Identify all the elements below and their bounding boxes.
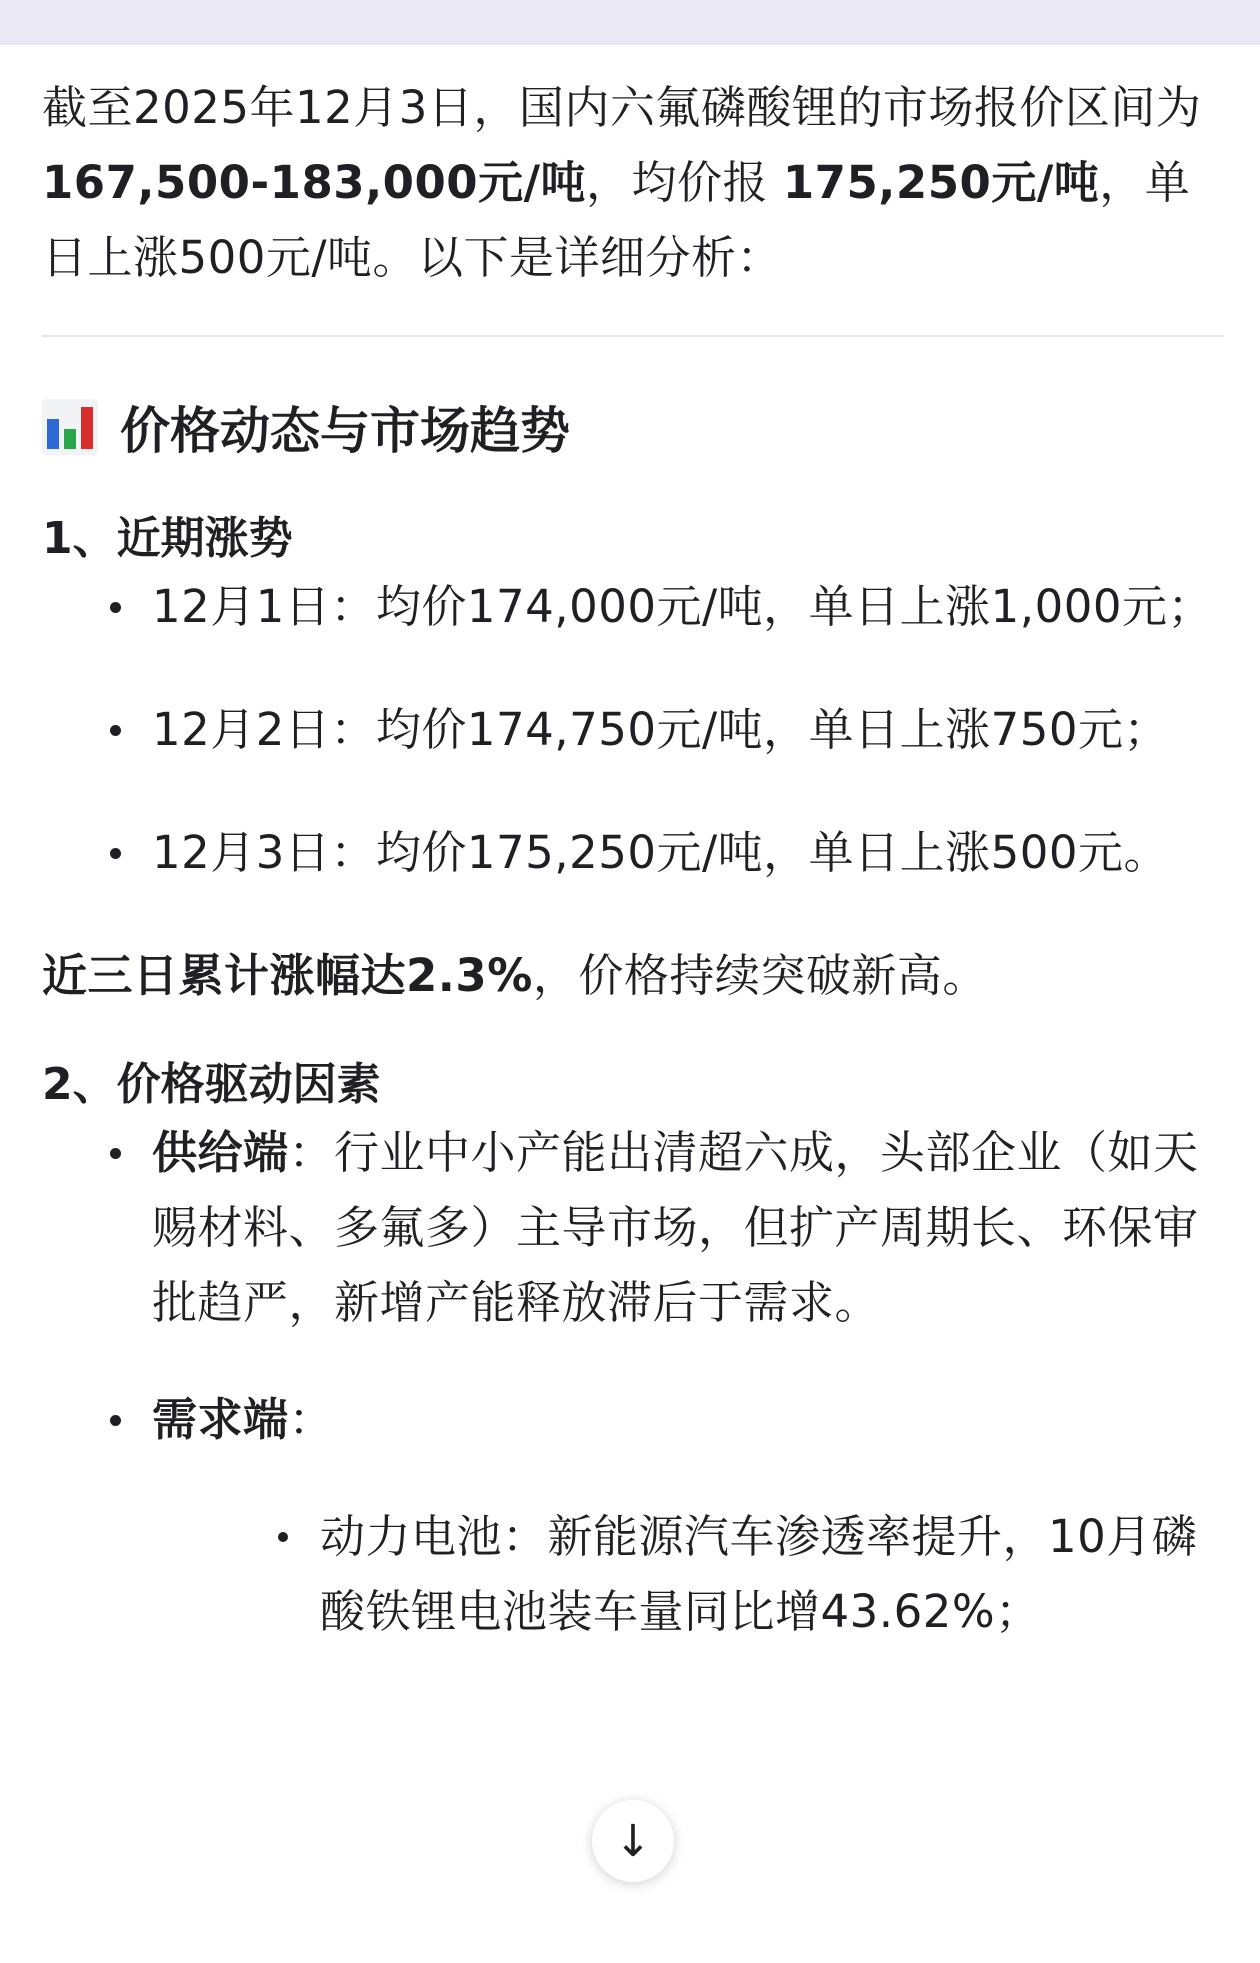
recent-trend-heading: 1、近期涨势 xyxy=(42,513,293,564)
bar-chart-icon xyxy=(42,399,98,455)
section-heading xyxy=(42,387,1232,467)
list-item: 12月2日：均价174,750元/吨，单日上涨750元； xyxy=(42,692,1232,767)
list-item: 12月1日：均价174,000元/吨，单日上涨1,000元； xyxy=(42,569,1232,644)
section-title: 价格动态与市场趋势 xyxy=(120,402,570,460)
average-price: 175,250元/吨 xyxy=(782,156,1100,209)
sub-list-item: 动力电池：新能源汽车渗透率提升，10月磷酸铁锂电池装车量同比增43.62%； xyxy=(152,1499,1232,1649)
top-bar xyxy=(0,0,1260,45)
drivers-list xyxy=(42,1115,1232,1649)
scroll-down-button[interactable] xyxy=(592,1800,674,1882)
demand-sub-list xyxy=(152,1499,1232,1649)
drivers-heading: 2、价格驱动因素 xyxy=(42,1059,381,1110)
price-range: 167,500-183,000元/吨 xyxy=(42,156,587,209)
trend-summary: 近三日累计涨幅达2.3%，价格持续突破新高。 xyxy=(42,949,988,1002)
arrow-down-icon: ↓ xyxy=(614,1815,652,1867)
list-item-demand: 需求端： 动力电池：新能源汽车渗透率提升，10月磷酸铁锂电池装车量同比增43.62%； xyxy=(42,1382,1232,1649)
message-content xyxy=(42,70,1232,1691)
divider xyxy=(42,335,1224,337)
intro-paragraph: 截至2025年12月3日，国内六氟磷酸锂的市场报价区间为 167,500-183,000元/吨，均价报 175,250元/吨，单日上涨500元/吨。以下是详细分析： xyxy=(42,81,1202,284)
list-item: 12月3日：均价175,250元/吨，单日上涨500元。 xyxy=(42,815,1232,890)
list-item-supply: 供给端：行业中小产能出清超六成，头部企业（如天赐材料、多氟多）主导市场，但扩产周期长、环保审批趋严，新增产能释放滞后于需求。 xyxy=(42,1115,1232,1340)
recent-trend-list xyxy=(42,569,1232,890)
